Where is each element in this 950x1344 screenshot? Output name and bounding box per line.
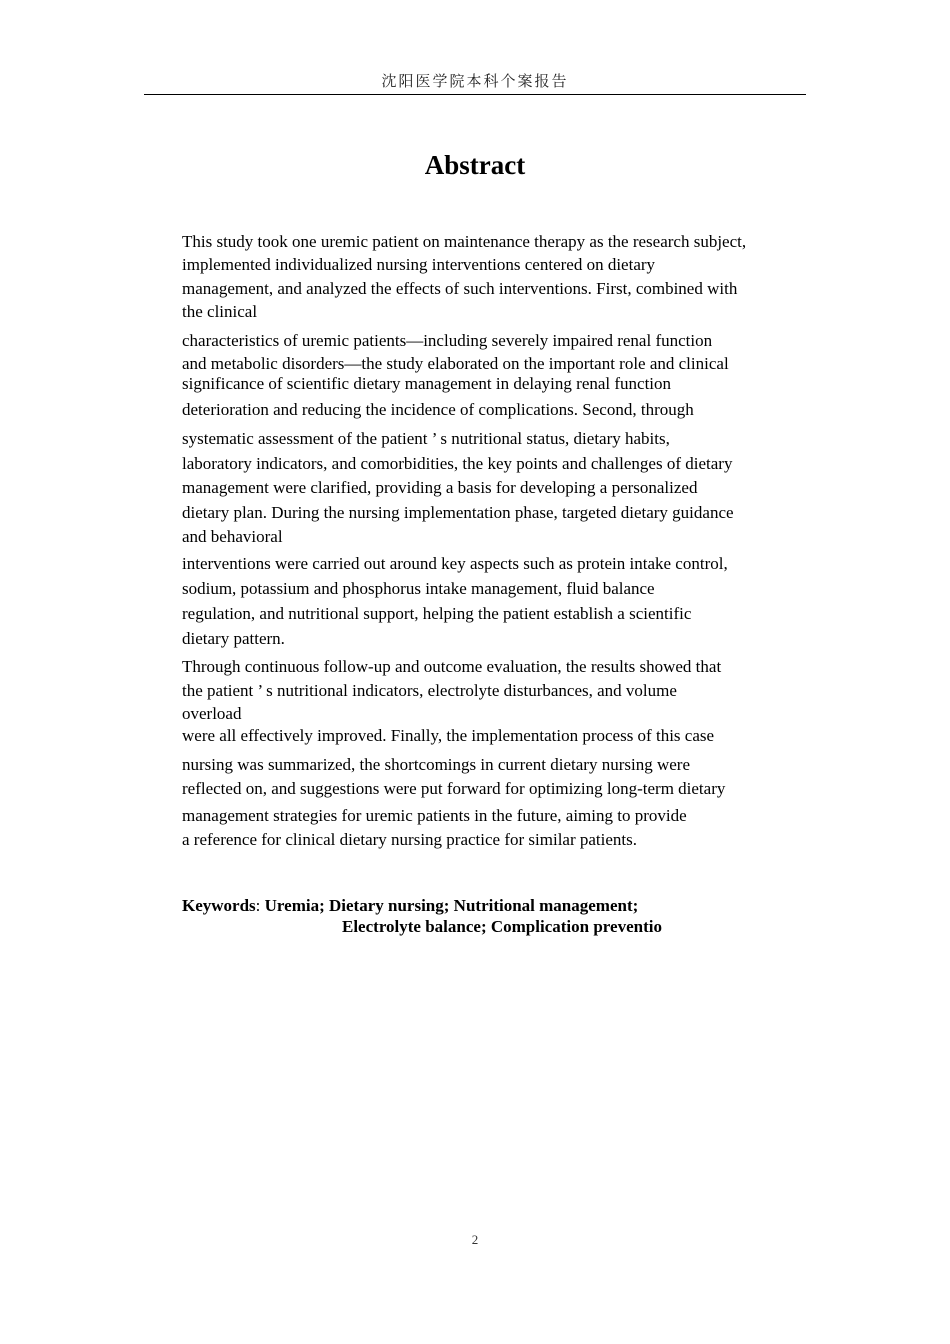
abstract-line: implemented individualized nursing interventions centered on dietary <box>182 255 656 274</box>
abstract-title: Abstract <box>424 150 526 180</box>
abstract-line: management, and analyzed the effects of such interventions. First, combined with <box>182 279 738 298</box>
abstract-line: characteristics of uremic patients—including severely impaired renal function <box>182 331 713 350</box>
page-header: 沈阳医学院本科个案报告 <box>381 72 569 90</box>
abstract-line: the patient ’ s nutritional indicators, electrolyte disturbances, and volume <box>182 681 677 700</box>
keywords-line-2: Electrolyte balance; Complication preventio <box>342 917 662 936</box>
abstract-line: nursing was summarized, the shortcomings in current dietary nursing were <box>182 755 690 774</box>
abstract-line: and behavioral <box>182 527 283 546</box>
abstract-line: were all effectively improved. Finally, the implementation process of this case <box>182 726 715 745</box>
keywords-line-1 <box>182 896 638 916</box>
abstract-line: deterioration and reducing the incidence of complications. Second, through <box>182 400 694 419</box>
abstract-line: management were clarified, providing a basis for developing a personalized <box>182 478 698 497</box>
abstract-line: Through continuous follow-up and outcome evaluation, the results showed that <box>182 657 722 676</box>
abstract-line: a reference for clinical dietary nursing practice for similar patients. <box>182 830 638 849</box>
abstract-line: systematic assessment of the patient ’ s nutritional status, dietary habits, <box>182 429 670 448</box>
abstract-line: significance of scientific dietary management in delaying renal function <box>182 374 672 393</box>
header-rule <box>144 94 806 95</box>
abstract-line: the clinical <box>182 302 258 321</box>
abstract-line: This study took one uremic patient on maintenance therapy as the research subject, <box>182 232 747 251</box>
keywords-colon: : <box>255 896 261 915</box>
abstract-line: overload <box>182 704 242 723</box>
keywords-label: Keywords <box>182 896 256 915</box>
abstract-line: dietary plan. During the nursing implementation phase, targeted dietary guidance <box>182 503 734 522</box>
abstract-line: sodium, potassium and phosphorus intake management, fluid balance <box>182 579 655 598</box>
page-number: 2 <box>471 1232 479 1247</box>
abstract-line: and metabolic disorders—the study elaborated on the important role and clinical <box>182 354 729 373</box>
abstract-line: reflected on, and suggestions were put forward for optimizing long-term dietary <box>182 779 726 798</box>
abstract-line: dietary pattern. <box>182 629 285 648</box>
abstract-line: laboratory indicators, and comorbidities, the key points and challenges of dietary <box>182 454 733 473</box>
keywords-list-1: Uremia; Dietary nursing; Nutritional management; <box>264 896 639 915</box>
abstract-line: management strategies for uremic patients in the future, aiming to provide <box>182 806 687 825</box>
abstract-line: regulation, and nutritional support, helping the patient establish a scientific <box>182 604 692 623</box>
abstract-line: interventions were carried out around key aspects such as protein intake control, <box>182 554 728 573</box>
